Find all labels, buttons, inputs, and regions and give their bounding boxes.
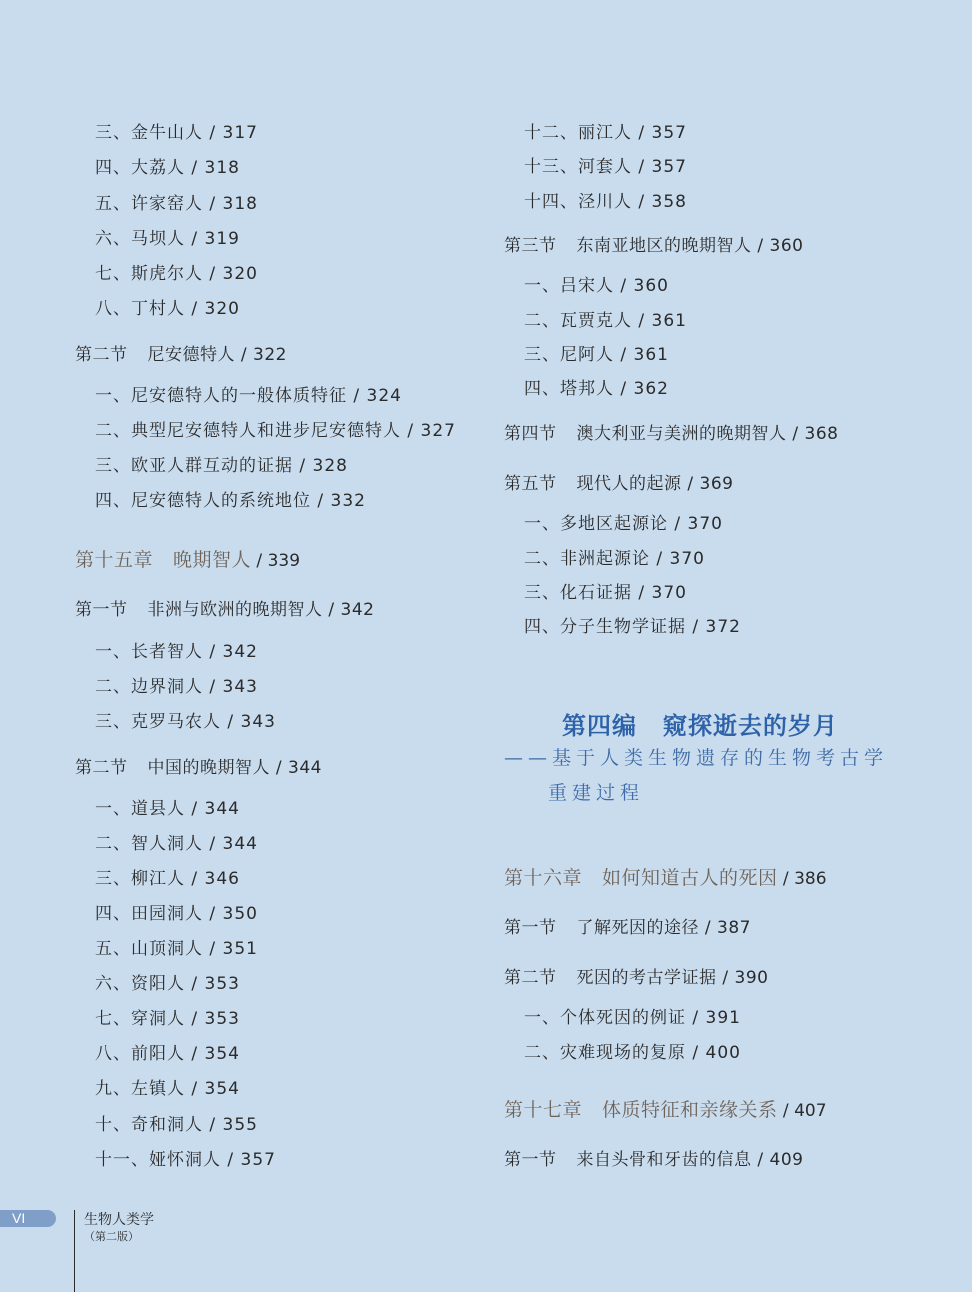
toc-section[interactable] xyxy=(75,760,322,777)
toc-item[interactable]: 三、柳江人 / 346 xyxy=(95,869,240,889)
part-label: 第四编 xyxy=(562,712,637,740)
toc-item[interactable]: 十一、娅怀洞人 / 357 xyxy=(95,1150,276,1170)
toc-chapter[interactable] xyxy=(504,1101,827,1120)
page-number-tab xyxy=(0,1210,56,1227)
section-label: 第四节 xyxy=(504,424,557,444)
toc-item[interactable]: 二、灾难现场的复原 / 400 xyxy=(524,1043,741,1063)
section-title: 东南亚地区的晚期智人 / 360 xyxy=(576,236,804,256)
toc-item[interactable]: 七、穿洞人 / 353 xyxy=(95,1009,240,1029)
part-subtitle-line1: ——基于人类生物遗存的生物考古学 xyxy=(504,747,889,769)
toc-item[interactable]: 二、边界洞人 / 343 xyxy=(95,677,258,697)
toc-chapter[interactable] xyxy=(504,869,827,888)
toc-section[interactable] xyxy=(504,970,768,987)
toc-item[interactable]: 二、典型尼安德特人和进步尼安德特人 / 327 xyxy=(95,421,456,441)
toc-item[interactable]: 一、尼安德特人的一般体质特征 / 324 xyxy=(95,386,402,406)
toc-item[interactable]: 四、尼安德特人的系统地位 / 332 xyxy=(95,491,366,511)
toc-section[interactable] xyxy=(504,476,733,493)
chapter-page: / 386 xyxy=(777,869,827,889)
toc-item[interactable]: 一、长者智人 / 342 xyxy=(95,642,258,662)
section-label: 第五节 xyxy=(504,474,557,494)
toc-item[interactable]: 十、奇和洞人 / 355 xyxy=(95,1115,258,1135)
toc-item[interactable]: 九、左镇人 / 354 xyxy=(95,1079,240,1099)
chapter-title: 体质特征和亲缘关系 xyxy=(602,1099,778,1121)
toc-section[interactable] xyxy=(75,347,287,364)
section-label: 第一节 xyxy=(504,1150,557,1170)
toc-section[interactable] xyxy=(504,426,838,443)
toc-item[interactable]: 八、丁村人 / 320 xyxy=(95,299,240,319)
toc-item[interactable]: 六、马坝人 / 319 xyxy=(95,229,240,249)
chapter-page: / 407 xyxy=(777,1101,827,1121)
section-label: 第三节 xyxy=(504,236,557,256)
toc-item[interactable]: 三、克罗马农人 / 343 xyxy=(95,712,276,732)
toc-item[interactable]: 二、非洲起源论 / 370 xyxy=(524,549,705,569)
chapter-label: 第十六章 xyxy=(504,867,583,889)
toc-item[interactable]: 六、资阳人 / 353 xyxy=(95,974,240,994)
book-title: 生物人类学 xyxy=(84,1212,154,1228)
toc-item[interactable]: 四、塔邦人 / 362 xyxy=(524,379,669,399)
toc-item[interactable]: 四、田园洞人 / 350 xyxy=(95,904,258,924)
section-title: 尼安德特人 / 322 xyxy=(147,345,287,365)
section-title: 死因的考古学证据 / 390 xyxy=(576,968,769,988)
chapter-title: 晚期智人 xyxy=(173,549,252,571)
toc-item[interactable]: 三、欧亚人群互动的证据 / 328 xyxy=(95,456,348,476)
toc-item[interactable]: 十四、泾川人 / 358 xyxy=(524,192,687,212)
toc-section[interactable] xyxy=(75,602,374,619)
toc-item[interactable]: 二、智人洞人 / 344 xyxy=(95,834,258,854)
toc-item[interactable]: 四、大荔人 / 318 xyxy=(95,158,240,178)
page-number: VI xyxy=(12,1210,26,1226)
toc-section[interactable] xyxy=(504,920,751,937)
toc-item[interactable]: 五、山顶洞人 / 351 xyxy=(95,939,258,959)
toc-item[interactable]: 三、化石证据 / 370 xyxy=(524,583,687,603)
section-title: 来自头骨和牙齿的信息 / 409 xyxy=(576,1150,804,1170)
toc-item[interactable]: 四、分子生物学证据 / 372 xyxy=(524,617,741,637)
toc-item[interactable]: 二、瓦贾克人 / 361 xyxy=(524,311,687,331)
toc-item[interactable]: 八、前阳人 / 354 xyxy=(95,1044,240,1064)
toc-section[interactable] xyxy=(504,238,803,255)
section-label: 第二节 xyxy=(75,758,128,778)
toc-chapter[interactable] xyxy=(75,551,300,570)
chapter-title: 如何知道古人的死因 xyxy=(602,867,778,889)
toc-item[interactable]: 五、许家窑人 / 318 xyxy=(95,194,258,214)
book-edition: （第二版） xyxy=(84,1230,139,1243)
toc-item[interactable]: 七、斯虎尔人 / 320 xyxy=(95,264,258,284)
toc-item[interactable]: 一、道县人 / 344 xyxy=(95,799,240,819)
chapter-page: / 339 xyxy=(251,551,301,571)
toc-item[interactable]: 三、金牛山人 / 317 xyxy=(95,123,258,143)
section-label: 第一节 xyxy=(504,918,557,938)
chapter-label: 第十七章 xyxy=(504,1099,583,1121)
toc-item[interactable]: 十三、河套人 / 357 xyxy=(524,157,687,177)
chapter-label: 第十五章 xyxy=(75,549,154,571)
part-heading[interactable] xyxy=(562,706,838,741)
section-title: 非洲与欧洲的晚期智人 / 342 xyxy=(147,600,375,620)
toc-section[interactable] xyxy=(504,1152,803,1169)
footer-divider xyxy=(74,1210,75,1292)
toc-item[interactable]: 一、个体死因的例证 / 391 xyxy=(524,1008,741,1028)
toc-item[interactable]: 三、尼阿人 / 361 xyxy=(524,345,669,365)
section-title: 现代人的起源 / 369 xyxy=(576,474,734,494)
toc-item[interactable]: 一、吕宋人 / 360 xyxy=(524,276,669,296)
section-label: 第二节 xyxy=(504,968,557,988)
part-subtitle-line2: 重建过程 xyxy=(548,782,645,804)
section-label: 第一节 xyxy=(75,600,128,620)
section-title: 澳大利亚与美洲的晚期智人 / 368 xyxy=(576,424,839,444)
section-title: 中国的晚期智人 / 344 xyxy=(147,758,322,778)
section-label: 第二节 xyxy=(75,345,128,365)
part-title: 窥探逝去的岁月 xyxy=(663,712,838,740)
section-title: 了解死因的途径 / 387 xyxy=(576,918,751,938)
toc-item[interactable]: 十二、丽江人 / 357 xyxy=(524,123,687,143)
toc-item[interactable]: 一、多地区起源论 / 370 xyxy=(524,514,723,534)
